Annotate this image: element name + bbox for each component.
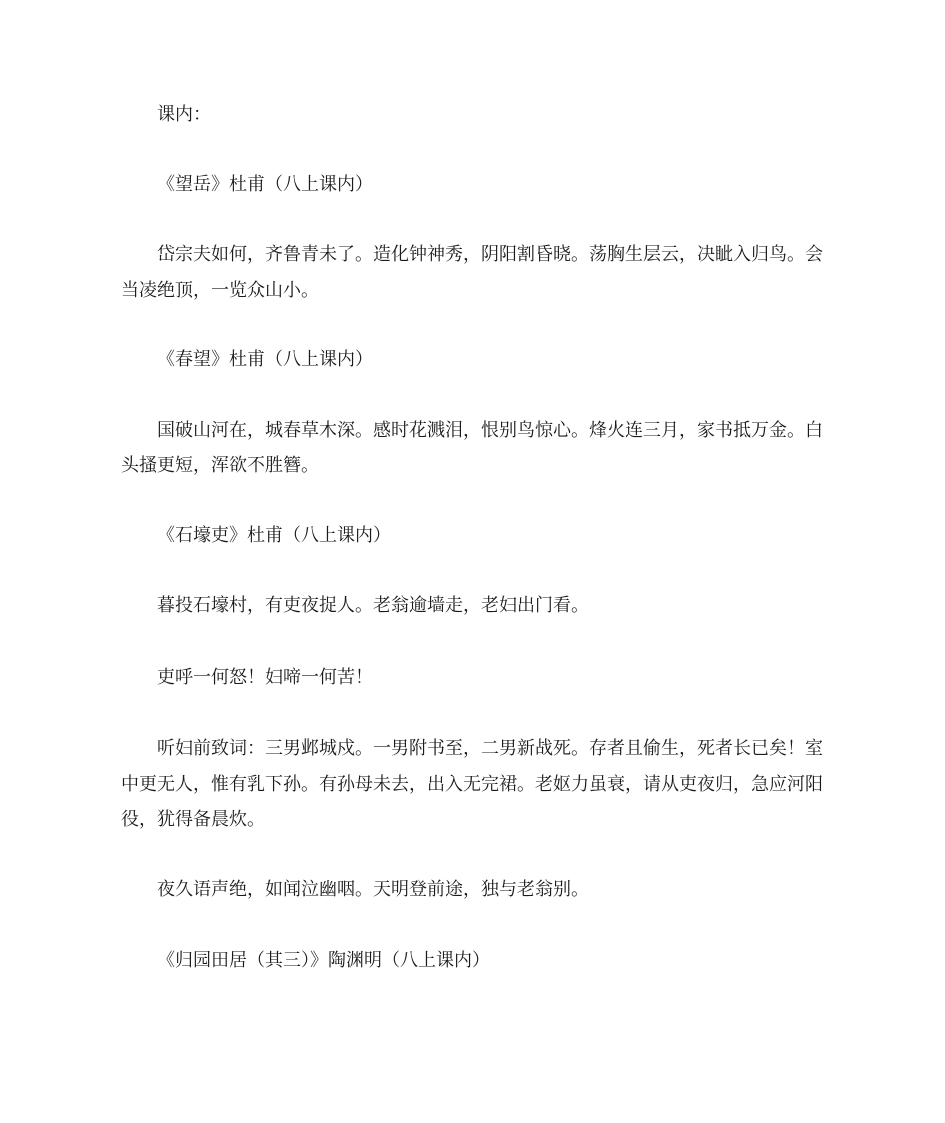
poem-title-wangyue: 《望岳》杜甫（八上课内） <box>157 173 373 195</box>
poem-text-chunwang: 国破山河在，城春草木深。感时花溅泪，恨别鸟惊心。烽火连三月，家书抵万金。白头搔更短，浑欲不胜簪。 <box>121 419 823 476</box>
poem-text-shihaoli-stanza-1: 暮投石壕村，有吏夜捉人。老翁逾墙走，老妇出门看。 <box>157 595 589 616</box>
poem-text-shihaoli-stanza-3: 听妇前致词：三男邺城戍。一男附书至，二男新战死。存者且偷生，死者长已矣！室中更无人，惟有乳下孙。有孙母未去，出入无完裙。老妪力虽衰，请从吏夜归，急应河阳役，犹得备晨炊。 <box>121 738 823 830</box>
poem-text-wangyue: 岱宗夫如何，齐鲁青未了。造化钟神秀，阴阳割昏晓。荡胸生层云，决眦入归鸟。会当凌绝顶，一览众山小。 <box>121 244 823 301</box>
poem-text-shihaoli-stanza-4: 夜久语声绝，如闻泣幽咽。天明登前途，独与老翁别。 <box>157 878 589 900</box>
poem-title-chunwang: 《春望》杜甫（八上课内） <box>157 349 373 370</box>
poem-title-shihaoli: 《石壕吏》杜甫（八上课内） <box>157 524 391 546</box>
poem-title-guiyuantianju: 《归园田居（其三）》陶渊明（八上课内） <box>157 950 490 971</box>
document-body <box>121 97 829 1014</box>
section-heading: 课内： <box>157 104 211 125</box>
poem-text-shihaoli-stanza-2: 吏呼一何怒！妇啼一何苦！ <box>157 666 373 688</box>
